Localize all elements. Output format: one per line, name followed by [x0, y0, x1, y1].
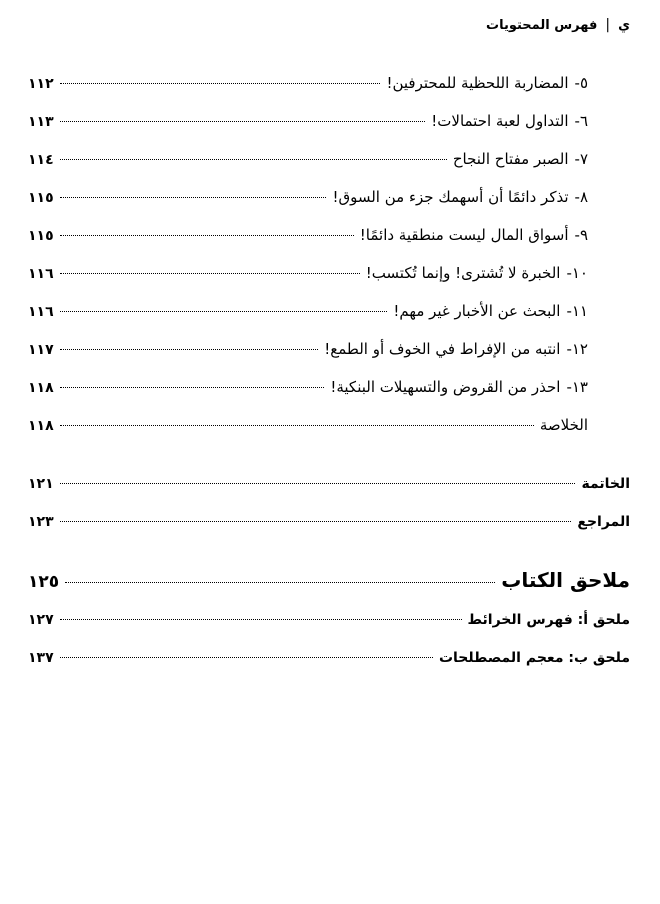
entry-title: المراجع: [577, 514, 630, 530]
entry-page-number: ١٢٣: [28, 514, 54, 530]
dot-leader: [60, 197, 327, 198]
entry-page-number: ١١٢: [28, 76, 54, 92]
entry-title: الخبرة لا تُشترى! وإنما تُكتسب!: [365, 264, 561, 282]
dot-leader: [60, 387, 325, 388]
entry-title: احذر من القروض والتسهيلات البنكية!: [330, 378, 561, 396]
entry-title: المضاربة اللحظية للمحترفين!: [386, 74, 569, 92]
toc-entry[interactable]: [28, 340, 588, 358]
toc-entry[interactable]: [28, 150, 588, 168]
dot-leader: [65, 582, 495, 583]
toc-entry[interactable]: [28, 378, 588, 396]
entry-title: ملاحق الكتاب: [501, 568, 630, 592]
entry-title: انتبه من الإفراط في الخوف أو الطمع!: [324, 340, 561, 358]
dot-leader: [60, 273, 360, 274]
entry-page-number: ١١٧: [28, 342, 54, 358]
entry-page-number: ١١٦: [28, 266, 54, 282]
dot-leader: [60, 83, 381, 84]
entry-number: ٩-: [574, 226, 588, 244]
dot-leader: [60, 483, 576, 484]
toc-entry[interactable]: [28, 226, 588, 244]
toc-entry[interactable]: [28, 112, 588, 130]
entry-page-number: ١٢١: [28, 476, 54, 492]
entry-title: التداول لعبة احتمالات!: [431, 112, 569, 130]
entry-page-number: ١٢٥: [28, 572, 60, 592]
entry-title: البحث عن الأخبار غير مهم!: [393, 302, 561, 320]
entry-number: ١٣-: [566, 378, 588, 396]
entry-page-number: ١٢٧: [28, 612, 54, 628]
entry-number: ١١-: [566, 302, 588, 320]
dot-leader: [60, 121, 426, 122]
dot-leader: [60, 349, 319, 350]
toc-part-appendices[interactable]: [28, 568, 630, 592]
header-title: فهرس المحتويات: [486, 17, 598, 33]
entry-number: ١٢-: [566, 340, 588, 358]
entry-page-number: ١٣٧: [28, 650, 54, 666]
toc-entry-appendix-b[interactable]: [28, 650, 630, 666]
entry-page-number: ١١٦: [28, 304, 54, 320]
toc-entry[interactable]: [28, 264, 588, 282]
toc-entry[interactable]: [28, 74, 588, 92]
dot-leader: [60, 425, 534, 426]
entry-number: ٨-: [574, 188, 588, 206]
toc-entry-summary[interactable]: [28, 416, 588, 434]
dot-leader: [60, 657, 433, 658]
entry-title: الصبر مفتاح النجاح: [452, 150, 569, 168]
dot-leader: [60, 521, 572, 522]
entry-page-number: ١١٥: [28, 228, 54, 244]
entry-number: ٥-: [574, 74, 588, 92]
entry-title: ملحق ب: معجم المصطلحات: [438, 650, 630, 666]
entry-number: ١٠-: [566, 264, 588, 282]
dot-leader: [60, 311, 388, 312]
entry-number: ٧-: [574, 150, 588, 168]
entry-title: الخلاصة: [539, 416, 588, 434]
dot-leader: [60, 159, 447, 160]
page-letter: ي: [618, 17, 630, 33]
toc-entry-appendix-a[interactable]: [28, 612, 630, 628]
entry-title: تذكر دائمًا أن أسهمك جزء من السوق!: [332, 188, 569, 206]
entry-page-number: ١١٤: [28, 152, 54, 168]
toc-entry[interactable]: [28, 188, 588, 206]
entry-title: أسواق المال ليست منطقية دائمًا!: [359, 226, 569, 244]
toc-entry[interactable]: [28, 302, 588, 320]
entry-number: ٦-: [574, 112, 588, 130]
dot-leader: [60, 235, 354, 236]
entry-page-number: ١١٣: [28, 114, 54, 130]
header-separator: |: [605, 17, 611, 33]
toc-entry-references[interactable]: [28, 514, 630, 530]
dot-leader: [60, 619, 462, 620]
running-header: [486, 17, 630, 33]
entry-title: الخاتمة: [581, 476, 630, 492]
toc-entry-conclusion[interactable]: [28, 476, 630, 492]
entry-page-number: ١١٨: [28, 418, 54, 434]
entry-page-number: ١١٥: [28, 190, 54, 206]
entry-title: ملحق أ: فهرس الخرائط: [467, 612, 630, 628]
entry-page-number: ١١٨: [28, 380, 54, 396]
